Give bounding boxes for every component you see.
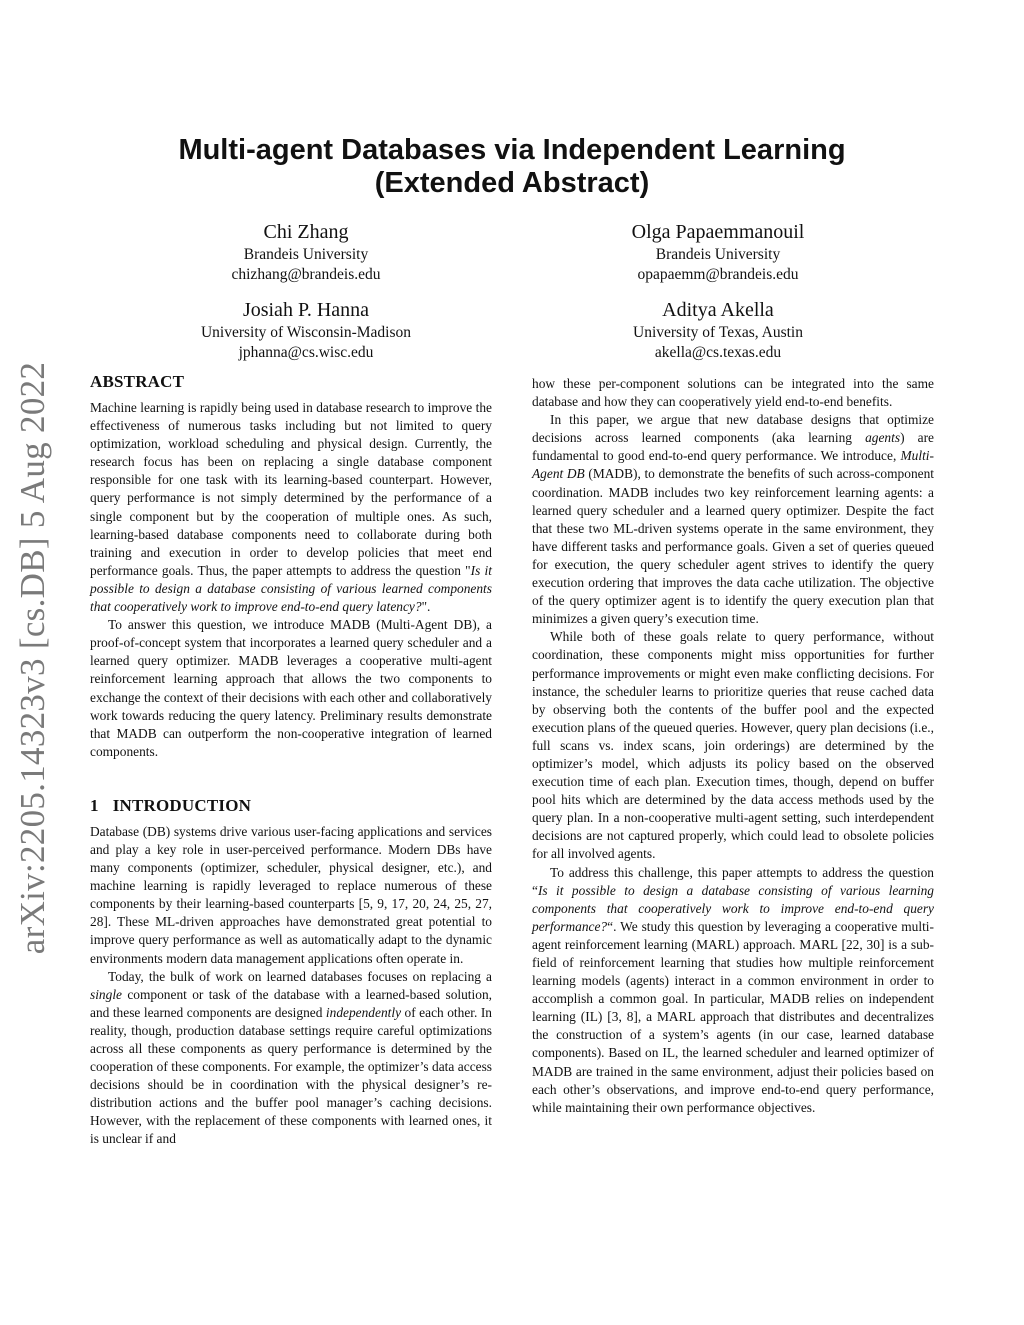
paper-title (90, 134, 934, 200)
author-email: jphanna@cs.wisc.edu (238, 344, 374, 361)
right-column (532, 375, 934, 1117)
author-name: Josiah P. Hanna (242, 299, 370, 321)
author-email: akella@cs.texas.edu (654, 344, 782, 361)
section-title: INTRODUCTION (112, 795, 252, 815)
author-email: opapaemm@brandeis.edu (637, 266, 799, 283)
intro-paragraph-1: Database (DB) systems drive various user-facing applications and services and play a key role in user-perceived performance. Modern DBs have many components (optimizer, scheduler, physical designer, etc.), and machine learning is rapidly leveraged to replace numerous of these components by their learning-based counterparts [5, 9, 17, 20, 24, 25, 27, 28]. These ML-driven approaches have demonstrated great potential to improve query performance as well as automatically adapt to the dynamic environments modern data management applications often operate in. (90, 823, 492, 966)
abstract-heading: ABSTRACT (90, 372, 185, 391)
author-affiliation: Brandeis University (243, 246, 369, 263)
author-block-3 (126, 297, 486, 363)
author-name: Chi Zhang (263, 221, 349, 243)
abstract-question: Is it possible to design a database consisting of various learned components that cooperatively work to improve end-to-end query latency? (90, 562, 492, 615)
author-affiliation: Brandeis University (655, 246, 781, 263)
author-block-1 (126, 219, 486, 285)
author-block-2 (538, 219, 898, 285)
intro-paragraph-6: To address this challenge, this paper attempts to address the question “Is it possible to design a database consisting of various learning components that cooperatively work to improve end-to-end query performance?“. We study this question by leveraging a cooperative multi-agent reinforcement learning (MARL) approach. MARL [22, 30] is a sub-field of reinforcement learning that studies how multiple reinforcement learning models (agents) interact in a common environment in order to accomplish a common goal. In particular, MADB relies on independent learning (IL) [3, 8], a MARL approach that distributes and decentralizes the construction of a system’s agents (in our case, learned database components). Based on IL, the learned scheduler and learned optimizer of MADB are trained in the same environment, adjust their policies based on each other’s observations, and improve end-to-end query performance, while maintaining their own performance objectives. (532, 864, 934, 1115)
arxiv-stamp-text: arXiv:2205.14323v3 [cs.DB] 5 Aug 2022 (13, 361, 53, 954)
author-name: Olga Papaemmanouil (631, 221, 805, 243)
author-block-4 (538, 297, 898, 363)
title-line-1: Multi-agent Databases via Independent Learning (178, 134, 846, 166)
author-name: Aditya Akella (662, 299, 774, 321)
left-column (90, 371, 492, 1149)
intro-paragraph-5: While both of these goals relate to query performance, without coordination, these components might miss opportunities for further performance improvements or might even make conflicting decisions. For instance, the scheduler learns to prioritize queries that reuse cached data by observing both the contents of the buffer pool and the expected execution plans of the queued queries. However, query plan decisions (i.e., full scans vs. index scans, join orderings) are determined by the optimizer’s model, which adjusts its policy based on the observed execution time of each plan. Execution times, though, depend on buffer pool hits which are determined by the data access methods used by the query plan. In a non-cooperative multi-agent setting, such interdependent decisions are not captured properly, which could lead to obsolete policies for all involved agents. (532, 629, 934, 862)
arxiv-identifier-stamp (3, 355, 63, 960)
title-line-2: (Extended Abstract) (374, 167, 650, 199)
intro-paragraph-2: Today, the bulk of work on learned databases focuses on replacing a single component or task of the database with a learned-based solution, and these learned components are designed independently of each other. In reality, though, production database settings require careful optimizations across all these components as query performance is determined by the cooperation of these components. For example, the optimizer’s data access decisions should be in coordination with the physical designer’s re-distribution actions and the buffer pool manager’s caching decisions. However, with the replacement of these components with learned ones, it is unclear if and (90, 968, 492, 1147)
author-affiliation: University of Wisconsin-Madison (200, 324, 412, 341)
abstract-paragraph-1: Machine learning is rapidly being used in database research to improve the effectiveness of numerous tasks including but not limited to query optimization, workload scheduling and physical design. Currently, the research focus has been on replacing a single database component responsible for one task with its learning-based counterpart. However, query performance is not simply determined by the performance of a single component but by the cooperation of multiple ones. As such, learning-based database components need to collaborate during both training and execution in order to develop policies that meet end performance goals. Thus, the paper attempts to address the question "Is it possible to design a database consisting of various learned components that cooperatively work to improve end-to-end query latency?". (90, 400, 492, 615)
author-affiliation: University of Texas, Austin (633, 324, 803, 341)
intro-heading (90, 795, 492, 817)
intro-paragraph-4: In this paper, we argue that new database designs that optimize decisions across learned components (aka learning agents) are fundamental to good end-to-end query performance. We introduce, Multi-Agent DB (MADB), to demonstrate the benefits of such across-component coordination. MADB includes two key reinforcement learning agents: a learned query scheduler and a learned query optimizer. Despite the fact that these two ML-driven systems operate in the same environment, they have different tasks and performance goals. Given a set of queries queued for execution, the query scheduler agent strives to identify the query execution ordering that improves the data cache utilization. The objective of the query optimizer agent is to identify the query execution plan that minimizes a given query’s execution time. (532, 412, 934, 627)
abstract-paragraph-2: To answer this question, we introduce MADB (Multi-Agent DB), a proof-of-concept system that incorporates a learned query scheduler and a learned query optimizer. MADB leverages a cooperative multi-agent reinforcement learning approach that allows the two components to exchange the context of their decisions with each other and collaboratively work towards reducing the query latency. Preliminary results demonstrate that MADB can outperform the non-cooperative integration of learned components. (90, 617, 492, 759)
author-email: chizhang@brandeis.edu (231, 266, 381, 283)
section-number: 1 (90, 795, 99, 815)
intro-paragraph-3: how these per-component solutions can be integrated into the same database and how they can cooperatively yield end-to-end benefits. (532, 376, 934, 410)
